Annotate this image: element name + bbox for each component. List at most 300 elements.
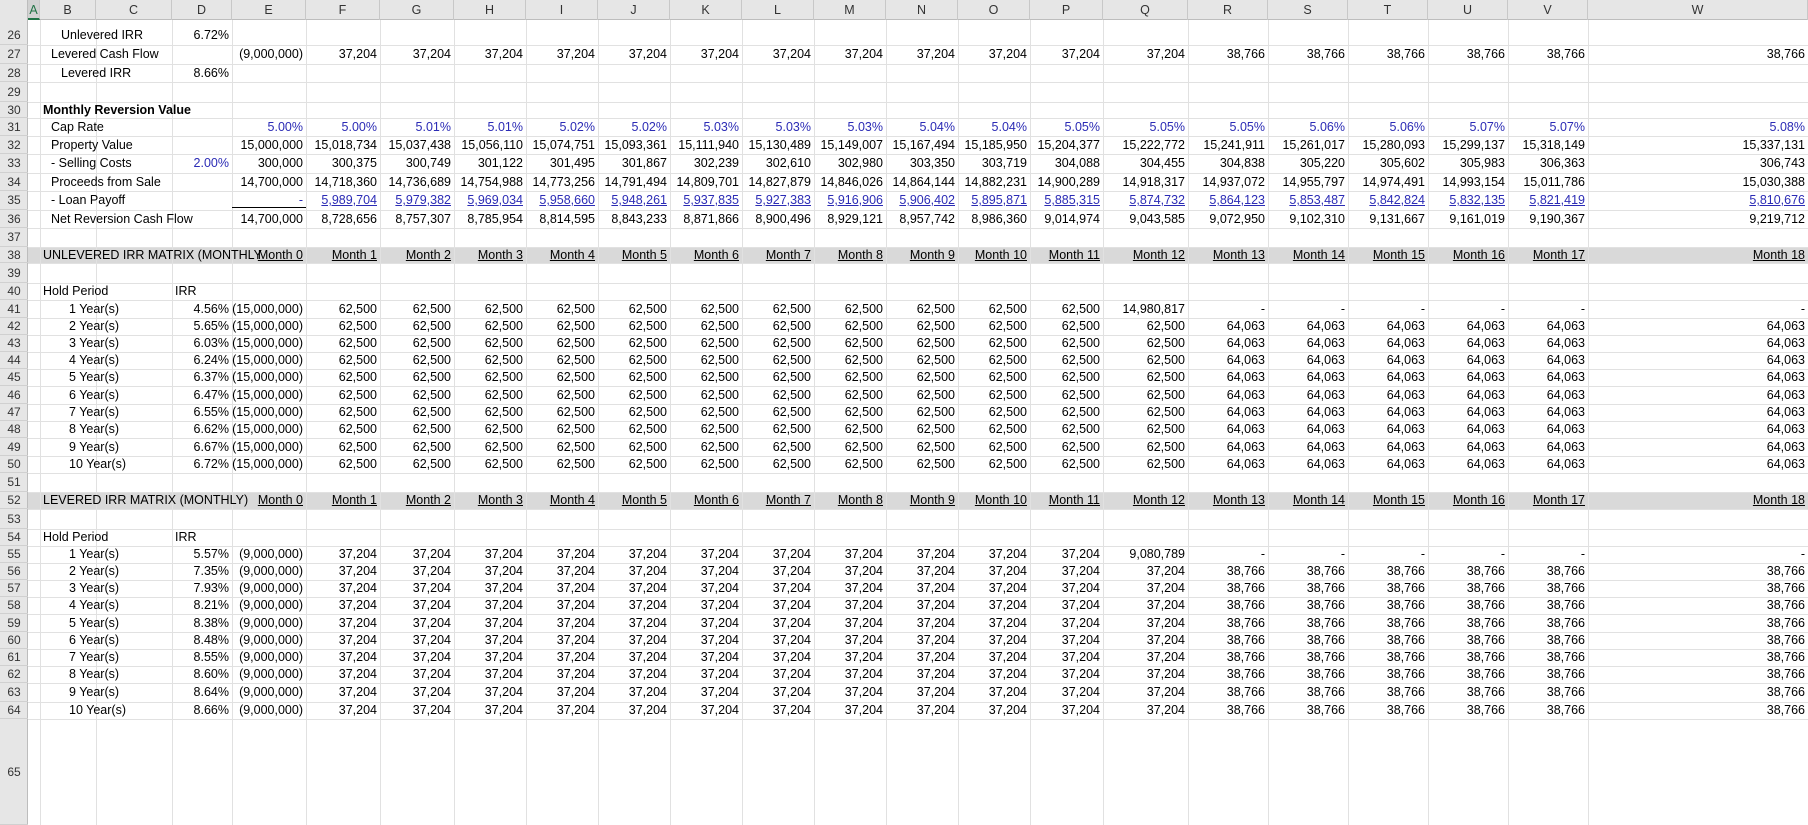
row-header-46[interactable]: 46 xyxy=(0,386,28,404)
levered-cash-flow-cell[interactable]: 37,204 xyxy=(844,633,883,647)
levered-cash-flow-cell[interactable]: 38,766 xyxy=(1386,667,1425,681)
unlevered-cash-flow-cell[interactable]: - xyxy=(1340,302,1345,316)
levered-cash-flow-cell[interactable]: 37,204 xyxy=(844,598,883,612)
column-header-g[interactable]: G xyxy=(380,0,454,20)
unlevered-cash-flow-cell[interactable]: 62,500 xyxy=(772,422,811,436)
cell-v31[interactable]: 5.07% xyxy=(1549,120,1585,134)
unlevered-cash-flow-cell[interactable]: 62,500 xyxy=(844,388,883,402)
unlevered-cash-flow-cell[interactable]: - xyxy=(1800,302,1805,316)
levered-month-header[interactable] xyxy=(670,492,742,509)
levered-cash-flow-cell[interactable]: 37,204 xyxy=(556,564,595,578)
column-header-w[interactable]: W xyxy=(1588,0,1808,20)
unlevered-cash-flow-cell[interactable]: 62,500 xyxy=(1061,440,1100,454)
cell-g27[interactable]: 37,204 xyxy=(412,47,451,61)
levered-cash-flow-cell[interactable]: 37,204 xyxy=(484,633,523,647)
cell-n35[interactable] xyxy=(886,191,958,210)
unlevered-cash-flow-cell[interactable]: 64,063 xyxy=(1306,422,1345,436)
unlevered-cash-flow-cell[interactable]: 62,500 xyxy=(338,353,377,367)
cell-i34[interactable]: 14,773,256 xyxy=(532,175,595,189)
unlevered-cash-flow-cell[interactable]: 62,500 xyxy=(338,422,377,436)
unlevered-month-header[interactable] xyxy=(886,247,958,263)
unlevered-cash-flow-cell[interactable]: 62,500 xyxy=(1146,336,1185,350)
levered-cash-flow-cell[interactable]: 37,204 xyxy=(916,564,955,578)
column-header-n[interactable]: N xyxy=(886,0,958,20)
levered-hold-years[interactable]: 9 Year(s) xyxy=(69,685,120,699)
row-header-44[interactable]: 44 xyxy=(0,352,28,369)
unlevered-cash-flow-cell[interactable]: 62,500 xyxy=(412,353,451,367)
unlevered-cash-flow-cell[interactable]: 62,500 xyxy=(916,353,955,367)
unlevered-cash-flow-cell[interactable]: 62,500 xyxy=(628,370,667,384)
unlevered-cash-flow-cell[interactable]: 62,500 xyxy=(988,319,1027,333)
row-header-55[interactable]: 55 xyxy=(0,546,28,563)
cell-i32[interactable]: 15,074,751 xyxy=(532,138,595,152)
cell-n33[interactable]: 303,350 xyxy=(909,156,955,170)
cell-p33[interactable]: 304,088 xyxy=(1054,156,1100,170)
cell-n36[interactable]: 8,957,742 xyxy=(899,212,955,226)
levered-cash-flow-cell[interactable]: 37,204 xyxy=(556,581,595,595)
row-header-54[interactable]: 54 xyxy=(0,529,28,546)
unlevered-month-header[interactable] xyxy=(526,247,598,263)
levered-cash-flow-cell[interactable]: 38,766 xyxy=(1546,667,1585,681)
unlevered-cash-flow-cell[interactable]: 62,500 xyxy=(700,370,739,384)
unlevered-cash-flow-cell[interactable]: 62,500 xyxy=(412,302,451,316)
unlevered-cash-flow-cell[interactable]: 64,063 xyxy=(1546,422,1585,436)
unlevered-cash-flow-cell[interactable]: 64,063 xyxy=(1306,353,1345,367)
unlevered-cash-flow-cell[interactable]: 64,063 xyxy=(1226,440,1265,454)
cell-q31[interactable]: 5.05% xyxy=(1149,120,1185,134)
levered-month-header[interactable] xyxy=(886,492,958,509)
unlevered-cash-flow-cell[interactable]: 62,500 xyxy=(1061,302,1100,316)
levered-month-header[interactable] xyxy=(1030,492,1103,509)
row-header-29[interactable]: 29 xyxy=(0,82,28,102)
levered-cash-flow-cell[interactable]: 37,204 xyxy=(628,564,667,578)
unlevered-cash-flow-cell[interactable]: 64,063 xyxy=(1386,370,1425,384)
unlevered-hold-years[interactable]: 8 Year(s) xyxy=(69,422,120,436)
levered-cash-flow-cell[interactable]: 37,204 xyxy=(988,547,1027,561)
levered-cash-flow-cell[interactable]: 37,204 xyxy=(556,633,595,647)
row-header-50[interactable]: 50 xyxy=(0,456,28,473)
unlevered-cash-flow-cell[interactable]: 62,500 xyxy=(628,302,667,316)
levered-cash-flow-cell[interactable]: 38,766 xyxy=(1386,564,1425,578)
levered-cash-flow-cell[interactable]: 38,766 xyxy=(1466,703,1505,717)
levered-cash-flow-cell[interactable]: 37,204 xyxy=(1061,564,1100,578)
levered-cash-flow-cell[interactable]: 38,766 xyxy=(1306,633,1345,647)
levered-cash-flow-cell[interactable]: 37,204 xyxy=(988,616,1027,630)
levered-cash-flow-cell[interactable]: 37,204 xyxy=(1146,667,1185,681)
column-header-u[interactable]: U xyxy=(1428,0,1508,20)
cell-w34[interactable]: 15,030,388 xyxy=(1742,175,1805,189)
cell-q34[interactable]: 14,918,317 xyxy=(1122,175,1185,189)
cell-e36[interactable]: 14,700,000 xyxy=(240,212,303,226)
cell-j32[interactable]: 15,093,361 xyxy=(604,138,667,152)
cell-l34[interactable]: 14,827,879 xyxy=(748,175,811,189)
levered-cash-flow-cell[interactable]: 37,204 xyxy=(484,564,523,578)
levered-cash-flow-cell[interactable]: 37,204 xyxy=(628,667,667,681)
cell-m34[interactable]: 14,846,026 xyxy=(820,175,883,189)
levered-cash-flow-cell[interactable]: 37,204 xyxy=(772,564,811,578)
unlevered-cash-flow-cell[interactable]: 62,500 xyxy=(916,422,955,436)
unlevered-month-header[interactable] xyxy=(1588,247,1808,263)
row-header-49[interactable]: 49 xyxy=(0,438,28,456)
unlevered-cash-flow-cell[interactable]: 64,063 xyxy=(1226,336,1265,350)
cell-o31[interactable]: 5.04% xyxy=(991,120,1027,134)
cell-r27[interactable]: 38,766 xyxy=(1226,47,1265,61)
levered-cash-flow-cell[interactable]: 37,204 xyxy=(484,581,523,595)
levered-cash-flow-cell[interactable]: 38,766 xyxy=(1546,685,1585,699)
cell-e31[interactable]: 5.00% xyxy=(267,120,303,134)
unlevered-cash-flow-cell[interactable]: 62,500 xyxy=(1146,422,1185,436)
cell-i33[interactable]: 301,495 xyxy=(549,156,595,170)
cell-e35[interactable] xyxy=(232,191,306,208)
column-header-j[interactable]: J xyxy=(598,0,670,20)
cell-h27[interactable]: 37,204 xyxy=(484,47,523,61)
cell-q27[interactable]: 37,204 xyxy=(1146,47,1185,61)
unlevered-cash-flow-cell[interactable]: 62,500 xyxy=(628,440,667,454)
cell-l31[interactable]: 5.03% xyxy=(775,120,811,134)
unlevered-cash-flow-cell[interactable]: 62,500 xyxy=(412,370,451,384)
cell-b34[interactable]: Proceeds from Sale xyxy=(51,175,161,189)
unlevered-cash-flow-cell[interactable]: 64,063 xyxy=(1306,319,1345,333)
levered-cash-flow-cell[interactable]: 38,766 xyxy=(1226,633,1265,647)
row-header-60[interactable]: 60 xyxy=(0,632,28,649)
unlevered-cash-flow-cell[interactable]: 64,063 xyxy=(1466,353,1505,367)
unlevered-cash-flow-cell[interactable]: 62,500 xyxy=(700,336,739,350)
levered-month-header[interactable] xyxy=(742,492,814,509)
unlevered-cash-flow-cell[interactable]: (15,000,000) xyxy=(232,319,303,333)
cell-j34[interactable]: 14,791,494 xyxy=(604,175,667,189)
column-header-c[interactable]: C xyxy=(96,0,172,20)
unlevered-cash-flow-cell[interactable]: 64,063 xyxy=(1306,457,1345,471)
unlevered-cash-flow-cell[interactable]: 62,500 xyxy=(628,336,667,350)
unlevered-irr-value[interactable]: 6.55% xyxy=(193,405,229,419)
levered-cash-flow-cell[interactable]: 37,204 xyxy=(412,667,451,681)
levered-cash-flow-cell[interactable]: 37,204 xyxy=(1146,650,1185,664)
levered-cash-flow-cell[interactable]: 37,204 xyxy=(772,616,811,630)
levered-cash-flow-cell[interactable]: 37,204 xyxy=(1061,685,1100,699)
unlevered-month-header[interactable] xyxy=(598,247,670,263)
unlevered-cash-flow-cell[interactable]: 64,063 xyxy=(1766,370,1805,384)
levered-cash-flow-cell[interactable]: 37,204 xyxy=(412,547,451,561)
unlevered-cash-flow-cell[interactable]: 64,063 xyxy=(1386,319,1425,333)
cell-g34[interactable]: 14,736,689 xyxy=(388,175,451,189)
levered-cash-flow-cell[interactable]: 37,204 xyxy=(916,667,955,681)
row-header-48[interactable]: 48 xyxy=(0,421,28,438)
levered-irr-value[interactable]: 8.21% xyxy=(193,598,229,612)
row-header-63[interactable]: 63 xyxy=(0,683,28,702)
levered-cash-flow-cell[interactable]: 37,204 xyxy=(412,616,451,630)
cell-k32[interactable]: 15,111,940 xyxy=(678,138,739,152)
unlevered-irr-value[interactable]: 4.56% xyxy=(193,302,229,316)
unlevered-cash-flow-cell[interactable]: 64,063 xyxy=(1766,405,1805,419)
levered-cash-flow-cell[interactable]: 37,204 xyxy=(988,598,1027,612)
levered-cash-flow-cell[interactable]: 38,766 xyxy=(1386,633,1425,647)
unlevered-cash-flow-cell[interactable]: 62,500 xyxy=(484,370,523,384)
row-header-57[interactable]: 57 xyxy=(0,580,28,597)
column-header-e[interactable]: E xyxy=(232,0,306,20)
unlevered-hold-years[interactable]: 1 Year(s) xyxy=(69,302,120,316)
row-header-52[interactable]: 52 xyxy=(0,492,28,509)
unlevered-cash-flow-cell[interactable]: 62,500 xyxy=(556,319,595,333)
row-header-53[interactable]: 53 xyxy=(0,509,28,529)
cell-q36[interactable]: 9,043,585 xyxy=(1129,212,1185,226)
levered-cash-flow-cell[interactable]: 37,204 xyxy=(1146,581,1185,595)
unlevered-cash-flow-cell[interactable]: 62,500 xyxy=(556,388,595,402)
column-header-v[interactable]: V xyxy=(1508,0,1588,20)
unlevered-cash-flow-cell[interactable]: 62,500 xyxy=(484,457,523,471)
row-header-51[interactable]: 51 xyxy=(0,473,28,492)
levered-cash-flow-cell[interactable]: (9,000,000) xyxy=(239,667,303,681)
column-header-r[interactable]: R xyxy=(1188,0,1268,20)
levered-cash-flow-cell[interactable]: 37,204 xyxy=(700,650,739,664)
unlevered-hold-period-label[interactable]: Hold Period xyxy=(43,284,109,298)
row-header-58[interactable]: 58 xyxy=(0,597,28,614)
unlevered-cash-flow-cell[interactable]: 62,500 xyxy=(1061,336,1100,350)
cell-d33[interactable]: 2.00% xyxy=(193,156,229,170)
cell-s31[interactable]: 5.06% xyxy=(1309,120,1345,134)
cell-m33[interactable]: 302,980 xyxy=(837,156,883,170)
levered-irr-value[interactable]: 8.60% xyxy=(193,667,229,681)
unlevered-month-header[interactable] xyxy=(454,247,526,263)
levered-cash-flow-cell[interactable]: 37,204 xyxy=(338,547,377,561)
unlevered-cash-flow-cell[interactable]: 62,500 xyxy=(700,319,739,333)
unlevered-cash-flow-cell[interactable]: 62,500 xyxy=(700,405,739,419)
unlevered-cash-flow-cell[interactable]: 62,500 xyxy=(412,405,451,419)
unlevered-cash-flow-cell[interactable]: 62,500 xyxy=(1061,388,1100,402)
unlevered-cash-flow-cell[interactable]: 62,500 xyxy=(412,422,451,436)
levered-cash-flow-cell[interactable]: 37,204 xyxy=(628,581,667,595)
column-header-k[interactable]: K xyxy=(670,0,742,20)
unlevered-cash-flow-cell[interactable]: 64,063 xyxy=(1306,405,1345,419)
levered-cash-flow-cell[interactable]: 37,204 xyxy=(484,703,523,717)
levered-cash-flow-cell[interactable]: (9,000,000) xyxy=(239,633,303,647)
unlevered-cash-flow-cell[interactable]: 62,500 xyxy=(338,440,377,454)
unlevered-month-header[interactable] xyxy=(958,247,1030,263)
levered-irr-value[interactable]: 8.48% xyxy=(193,633,229,647)
levered-cash-flow-cell[interactable]: 37,204 xyxy=(700,633,739,647)
levered-cash-flow-cell[interactable]: 38,766 xyxy=(1306,581,1345,595)
levered-cash-flow-cell[interactable]: 37,204 xyxy=(412,633,451,647)
levered-cash-flow-cell[interactable]: - xyxy=(1420,547,1425,561)
unlevered-month-header[interactable] xyxy=(380,247,454,263)
cell-r32[interactable]: 15,241,911 xyxy=(1203,138,1265,152)
levered-cash-flow-cell[interactable]: 37,204 xyxy=(412,598,451,612)
unlevered-cash-flow-cell[interactable]: 62,500 xyxy=(700,457,739,471)
cell-b26[interactable]: Unlevered IRR xyxy=(61,28,143,42)
row-header-38[interactable]: 38 xyxy=(0,247,28,263)
unlevered-irr-value[interactable]: 6.47% xyxy=(193,388,229,402)
cell-d26[interactable]: 6.72% xyxy=(193,28,229,42)
unlevered-month-header[interactable] xyxy=(306,247,380,263)
levered-cash-flow-cell[interactable]: - xyxy=(1580,547,1585,561)
levered-cash-flow-cell[interactable]: 37,204 xyxy=(484,616,523,630)
unlevered-hold-years[interactable]: 7 Year(s) xyxy=(69,405,120,419)
unlevered-cash-flow-cell[interactable]: - xyxy=(1500,302,1505,316)
unlevered-cash-flow-cell[interactable]: 64,063 xyxy=(1226,353,1265,367)
levered-cash-flow-cell[interactable]: 37,204 xyxy=(916,650,955,664)
unlevered-irr-value[interactable]: 5.65% xyxy=(193,319,229,333)
unlevered-cash-flow-cell[interactable]: 62,500 xyxy=(1146,388,1185,402)
levered-cash-flow-cell[interactable]: 38,766 xyxy=(1546,616,1585,630)
unlevered-cash-flow-cell[interactable]: 62,500 xyxy=(338,405,377,419)
row-header-28[interactable]: 28 xyxy=(0,64,28,82)
levered-cash-flow-cell[interactable]: (9,000,000) xyxy=(239,616,303,630)
row-header-33[interactable]: 33 xyxy=(0,154,28,173)
cell-s35[interactable] xyxy=(1268,191,1348,210)
unlevered-month-header[interactable] xyxy=(814,247,886,263)
levered-month-header[interactable] xyxy=(1348,492,1428,509)
unlevered-cash-flow-cell[interactable]: 62,500 xyxy=(700,422,739,436)
levered-cash-flow-cell[interactable]: 38,766 xyxy=(1386,703,1425,717)
cell-u27[interactable]: 38,766 xyxy=(1466,47,1505,61)
unlevered-month-header[interactable] xyxy=(742,247,814,263)
unlevered-cash-flow-cell[interactable]: - xyxy=(1260,302,1265,316)
levered-cash-flow-cell[interactable]: 37,204 xyxy=(1061,547,1100,561)
cell-o33[interactable]: 303,719 xyxy=(981,156,1027,170)
unlevered-cash-flow-cell[interactable]: 62,500 xyxy=(1061,370,1100,384)
cell-f27[interactable]: 37,204 xyxy=(338,47,377,61)
levered-cash-flow-cell[interactable]: 37,204 xyxy=(338,616,377,630)
levered-hold-years[interactable]: 5 Year(s) xyxy=(69,616,120,630)
unlevered-cash-flow-cell[interactable]: 62,500 xyxy=(772,440,811,454)
levered-irr-value[interactable]: 8.64% xyxy=(193,685,229,699)
levered-cash-flow-cell[interactable]: 37,204 xyxy=(628,598,667,612)
levered-cash-flow-cell[interactable]: 37,204 xyxy=(556,547,595,561)
unlevered-month-header[interactable] xyxy=(1188,247,1268,263)
levered-cash-flow-cell[interactable]: 37,204 xyxy=(916,703,955,717)
unlevered-cash-flow-cell[interactable]: 62,500 xyxy=(772,302,811,316)
cell-b31[interactable]: Cap Rate xyxy=(51,120,104,134)
cell-m35[interactable] xyxy=(814,191,886,210)
levered-cash-flow-cell[interactable]: 37,204 xyxy=(700,564,739,578)
unlevered-cash-flow-cell[interactable]: 62,500 xyxy=(772,336,811,350)
levered-cash-flow-cell[interactable]: 37,204 xyxy=(988,667,1027,681)
cell-d28[interactable]: 8.66% xyxy=(193,66,229,80)
levered-irr-value[interactable]: 5.57% xyxy=(193,547,229,561)
unlevered-cash-flow-cell[interactable]: 62,500 xyxy=(988,422,1027,436)
row-header-43[interactable]: 43 xyxy=(0,335,28,352)
levered-cash-flow-cell[interactable]: 38,766 xyxy=(1766,598,1805,612)
unlevered-cash-flow-cell[interactable]: 64,063 xyxy=(1766,457,1805,471)
unlevered-hold-years[interactable]: 4 Year(s) xyxy=(69,353,120,367)
unlevered-cash-flow-cell[interactable]: 62,500 xyxy=(844,422,883,436)
unlevered-cash-flow-cell[interactable]: 62,500 xyxy=(772,353,811,367)
levered-cash-flow-cell[interactable]: 37,204 xyxy=(556,598,595,612)
unlevered-hold-years[interactable]: 9 Year(s) xyxy=(69,440,120,454)
levered-cash-flow-cell[interactable]: 37,204 xyxy=(844,650,883,664)
unlevered-cash-flow-cell[interactable]: 64,063 xyxy=(1546,388,1585,402)
unlevered-cash-flow-cell[interactable]: (15,000,000) xyxy=(232,336,303,350)
unlevered-cash-flow-cell[interactable]: 62,500 xyxy=(556,370,595,384)
unlevered-month-header[interactable] xyxy=(232,247,306,263)
unlevered-cash-flow-cell[interactable]: (15,000,000) xyxy=(232,405,303,419)
cell-v36[interactable]: 9,190,367 xyxy=(1529,212,1585,226)
levered-irr-value[interactable]: 8.66% xyxy=(193,703,229,717)
levered-cash-flow-cell[interactable]: 38,766 xyxy=(1766,703,1805,717)
unlevered-irr-value[interactable]: 6.62% xyxy=(193,422,229,436)
levered-cash-flow-cell[interactable]: 38,766 xyxy=(1386,650,1425,664)
cell-n27[interactable]: 37,204 xyxy=(916,47,955,61)
row-header-39[interactable]: 39 xyxy=(0,263,28,283)
levered-cash-flow-cell[interactable]: 37,204 xyxy=(338,667,377,681)
unlevered-cash-flow-cell[interactable]: 62,500 xyxy=(338,302,377,316)
cell-n31[interactable]: 5.04% xyxy=(919,120,955,134)
unlevered-cash-flow-cell[interactable]: (15,000,000) xyxy=(232,457,303,471)
levered-cash-flow-cell[interactable]: 38,766 xyxy=(1306,703,1345,717)
unlevered-cash-flow-cell[interactable]: 64,063 xyxy=(1386,422,1425,436)
unlevered-cash-flow-cell[interactable]: 62,500 xyxy=(484,319,523,333)
cell-m27[interactable]: 37,204 xyxy=(844,47,883,61)
cell-f32[interactable]: 15,018,734 xyxy=(314,138,377,152)
unlevered-cash-flow-cell[interactable]: 62,500 xyxy=(844,336,883,350)
cell-o27[interactable]: 37,204 xyxy=(988,47,1027,61)
unlevered-cash-flow-cell[interactable]: 62,500 xyxy=(628,319,667,333)
unlevered-cash-flow-cell[interactable]: 64,063 xyxy=(1306,370,1345,384)
cell-m36[interactable]: 8,929,121 xyxy=(827,212,883,226)
row-header-64[interactable]: 64 xyxy=(0,702,28,719)
cell-q33[interactable]: 304,455 xyxy=(1139,156,1185,170)
unlevered-cash-flow-cell[interactable]: 62,500 xyxy=(1061,457,1100,471)
cell-p32[interactable]: 15,204,377 xyxy=(1037,138,1100,152)
cell-i35[interactable] xyxy=(526,191,598,210)
levered-cash-flow-cell[interactable]: 37,204 xyxy=(484,650,523,664)
cell-t36[interactable]: 9,131,667 xyxy=(1369,212,1425,226)
levered-cash-flow-cell[interactable]: 37,204 xyxy=(700,598,739,612)
cell-p36[interactable]: 9,014,974 xyxy=(1044,212,1100,226)
levered-cash-flow-cell[interactable]: 38,766 xyxy=(1466,581,1505,595)
unlevered-cash-flow-cell[interactable]: 62,500 xyxy=(412,336,451,350)
levered-cash-flow-cell[interactable]: 38,766 xyxy=(1306,667,1345,681)
unlevered-cash-flow-cell[interactable]: 62,500 xyxy=(988,440,1027,454)
levered-cash-flow-cell[interactable]: 37,204 xyxy=(844,667,883,681)
unlevered-month-header[interactable] xyxy=(670,247,742,263)
cell-b32[interactable]: Property Value xyxy=(51,138,133,152)
cell-m31[interactable]: 5.03% xyxy=(847,120,883,134)
levered-cash-flow-cell[interactable]: 38,766 xyxy=(1306,650,1345,664)
unlevered-hold-years[interactable]: 10 Year(s) xyxy=(69,457,126,471)
cell-k36[interactable]: 8,871,866 xyxy=(683,212,739,226)
levered-cash-flow-cell[interactable]: 37,204 xyxy=(1061,598,1100,612)
levered-cash-flow-cell[interactable]: 37,204 xyxy=(412,650,451,664)
column-header-h[interactable]: H xyxy=(454,0,526,20)
levered-cash-flow-cell[interactable]: 37,204 xyxy=(916,685,955,699)
unlevered-cash-flow-cell[interactable]: 62,500 xyxy=(338,388,377,402)
levered-hold-years[interactable]: 8 Year(s) xyxy=(69,667,120,681)
cell-g35[interactable] xyxy=(380,191,454,210)
cell-v27[interactable]: 38,766 xyxy=(1546,47,1585,61)
unlevered-cash-flow-cell[interactable]: 64,063 xyxy=(1386,336,1425,350)
levered-month-header[interactable] xyxy=(1268,492,1348,509)
unlevered-cash-flow-cell[interactable]: 64,063 xyxy=(1226,388,1265,402)
levered-hold-period-label[interactable]: Hold Period xyxy=(43,530,109,544)
cell-o35[interactable] xyxy=(958,191,1030,210)
cell-j27[interactable]: 37,204 xyxy=(628,47,667,61)
unlevered-cash-flow-cell[interactable]: 64,063 xyxy=(1466,388,1505,402)
cell-t32[interactable]: 15,280,093 xyxy=(1362,138,1425,152)
levered-cash-flow-cell[interactable]: 37,204 xyxy=(844,616,883,630)
unlevered-cash-flow-cell[interactable]: 62,500 xyxy=(556,422,595,436)
levered-cash-flow-cell[interactable]: 38,766 xyxy=(1226,703,1265,717)
cell-i36[interactable]: 8,814,595 xyxy=(539,212,595,226)
levered-cash-flow-cell[interactable]: 37,204 xyxy=(916,616,955,630)
column-header-q[interactable]: Q xyxy=(1103,0,1188,20)
row-header-61[interactable]: 61 xyxy=(0,649,28,666)
levered-cash-flow-cell[interactable]: 37,204 xyxy=(1061,650,1100,664)
cell-v33[interactable]: 306,363 xyxy=(1539,156,1585,170)
cell-s34[interactable]: 14,955,797 xyxy=(1282,175,1345,189)
cell-u32[interactable]: 15,299,137 xyxy=(1442,138,1505,152)
unlevered-cash-flow-cell[interactable]: 62,500 xyxy=(1146,440,1185,454)
levered-cash-flow-cell[interactable]: 37,204 xyxy=(338,685,377,699)
